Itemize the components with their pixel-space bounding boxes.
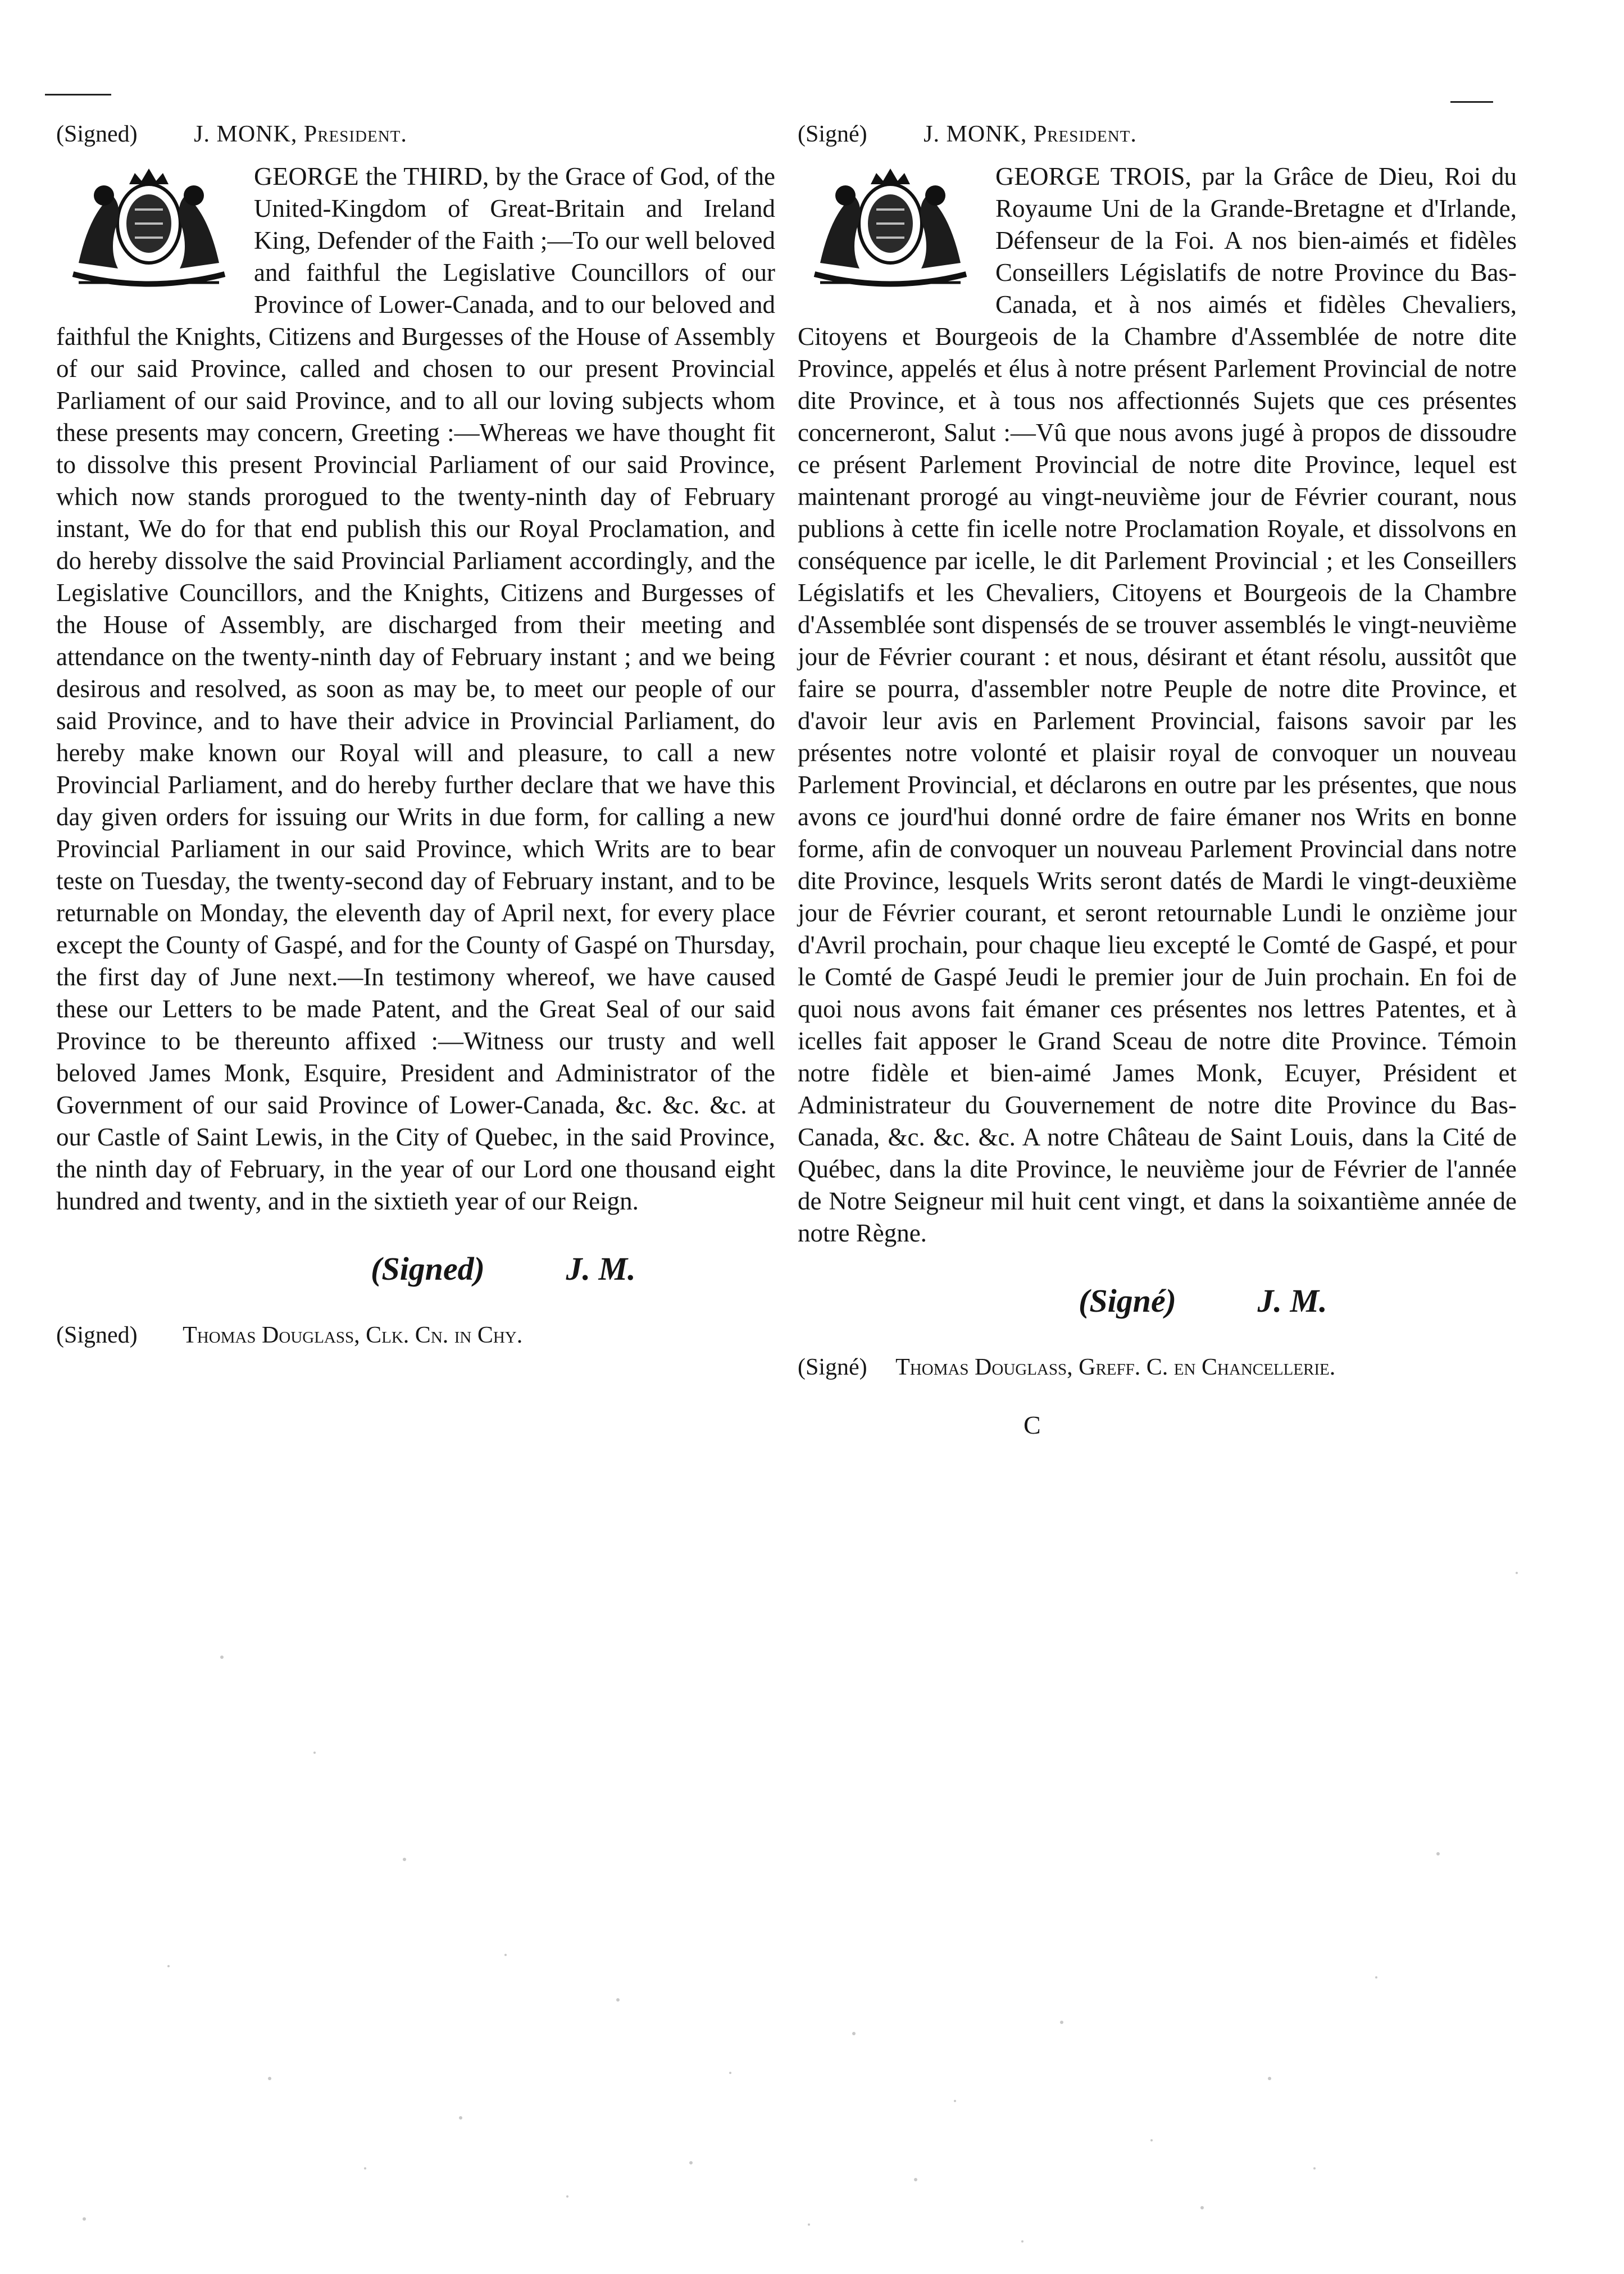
- french-signature: [798, 1282, 1517, 1327]
- english-initials: J. M.: [566, 1250, 636, 1287]
- signature-mark: C: [1023, 1411, 1041, 1439]
- french-president-line: [798, 121, 1517, 160]
- top-right-rule: [1450, 101, 1493, 103]
- english-signature: [56, 1250, 775, 1295]
- english-proclamation-body: by the Grace of God, of the United-Kingdom of Great-Britain and Ireland King, Defender of the Faith ;—To our well beloved and faithful the Legislative Councillors of our Province of Lower-Canada, and to our beloved and faithful the Knights, Citizens and Burgesses of the House of Assembly of our said Province, called and chosen to our present Provincial Parliament of our said Province, and to all our loving subjects whom these presents may concern, Greeting :—Whereas we have thought fit to dissolve this present Provincial Parliament of our said Province, which now stands prorogued to the twenty-ninth day of February instant, We do for that end publish this our Royal Proclamation, and do hereby dissolve the said Provincial Parliament accordingly, and the Legislative Councillors, and the Knights, Citizens and Burgesses of the House of Assembly, are discharged from their meeting and attendance on the twenty-ninth day of February instant ; and we being desirous and resolved, as soon as may be, to meet our people of our said Province, and to have their advice in Provincial Parliament, do hereby make known our Royal will and pleasure, to call a new Provincial Parliament, and do hereby further declare that we have this day given orders for issuing our Writs in due form, for calling a new Provincial Parliament in our said Province, which Writs are to bear teste on Tuesday, the twenty-second day of February instant, and to be returnable on Monday, the eleventh day of April next, for every place except the County of Gaspé, and for the County of Gaspé on Thursday, the first day of June next.—In testimony whereof, we have caused these our Letters to be made Patent, and the Great Seal of our said Province to be thereunto affixed :—Witness our trusty and well beloved James Monk, Esquire, President and Administrator of the Government of our said Province of Lower-Canada, &c. &c. &c. at our Castle of Saint Lewis, in the City of Quebec, in the said Province, the ninth day of February, in the year of our Lord one thousand eight hundred and twenty, and in the sixtieth year of our Reign.: [56, 162, 775, 1215]
- french-initials: J. M.: [1257, 1282, 1327, 1319]
- top-left-rule: [45, 94, 111, 95]
- english-column: [56, 121, 775, 1356]
- french-clerk-line: [798, 1354, 1517, 1388]
- royal-arms-icon: [798, 165, 983, 291]
- french-clerk-signed: (Signé): [798, 1354, 867, 1380]
- english-president-name: J. MONK, President.: [194, 121, 407, 147]
- french-proclamation-opening: GEORGE TROIS,: [995, 162, 1191, 190]
- french-signed-label-2: (Signé): [1079, 1282, 1176, 1319]
- english-proclamation-opening: GEORGE the THIRD,: [254, 162, 489, 190]
- french-president-name: J. MONK, President.: [924, 121, 1137, 147]
- english-signed-label: (Signed): [56, 121, 138, 147]
- french-signed-label: (Signé): [798, 121, 867, 147]
- royal-arms-icon: [56, 165, 242, 291]
- english-clerk-name: Thomas Douglass, Clk. Cn. in Chy.: [183, 1322, 523, 1348]
- english-president-line: [56, 121, 775, 160]
- english-clerk-signed: (Signed): [56, 1322, 138, 1348]
- english-clerk-line: [56, 1322, 775, 1356]
- english-signed-label-2: (Signed): [371, 1250, 485, 1287]
- french-proclamation-text: [798, 160, 1517, 1249]
- french-column: [798, 121, 1517, 1440]
- french-clerk-name: Thomas Douglass, Greff. C. en Chancellerie.: [895, 1354, 1336, 1380]
- french-proclamation-body: par la Grâce de Dieu, Roi du Royaume Uni de la Grande-Bretagne et d'Irlande, Défenseur de la Foi. A nos bien-aimés et fidèles Conseillers Législatifs de notre Province du Bas-Canada, et à nos aimés et fidèles Chevaliers, Citoyens et Bourgeois de la Chambre d'Assemblée de notre dite Province, appelés et élus à notre présent Parlement Provincial de notre dite Province, et à tous nos affectionnés Sujets que ces présentes concerneront, Salut :—Vû que nous avons jugé à propos de dissoudre ce présent Parlement Provincial de notre dite Province, lequel est maintenant prorogé au vingt-neuvième jour de Février courant, nous publions à cette fin icelle notre Proclamation Royale, et dissolvons en conséquence par icelle, le dit Parlement Provincial ; et les Conseillers Législatifs et les Chevaliers, Citoyens et Bourgeois de la Chambre d'Assemblée sont dispensés de se trouver assemblés le vingt-neuvième jour de Février courant : et nous, désirant et étant résolu, aussitôt que faire se pourra, d'assembler notre Peuple de notre dite Province, et d'avoir leur avis en Parlement Provincial, faisons savoir par les présentes notre volonté et plaisir royal de convoquer un nouveau Parlement Provincial, et déclarons en outre par les présentes, que nous avons ce jourd'hui donné ordre de faire émaner nos Writs en bonne forme, afin de convoquer un nouveau Parlement Provincial dans notre dite Province, lesquels Writs seront datés de Mardi le vingt-deuxième jour de Février courant, et seront retournable Lundi le onzième jour d'Avril prochain, pour chaque lieu excepté le Comté de Gaspé, et pour le Comté de Gaspé Jeudi le premier jour de Juin prochain. En foi de quoi nous avons fait émaner ces présentes nos lettres Patentes, et à icelles fait apposer le Grand Sceau de notre dite Province. Témoin notre fidèle et bien-aimé James Monk, Ecuyer, Président et Administrateur du Gouvernement de notre dite Province du Bas-Canada, &c. &c. &c. A notre Château de Saint Louis, dans la Cité de Québec, dans la dite Province, le neuvième jour de Février de l'année de Notre Seigneur mil huit cent vingt, et dans la soixantième année de notre Règne.: [798, 162, 1517, 1247]
- english-proclamation-text: [56, 160, 775, 1217]
